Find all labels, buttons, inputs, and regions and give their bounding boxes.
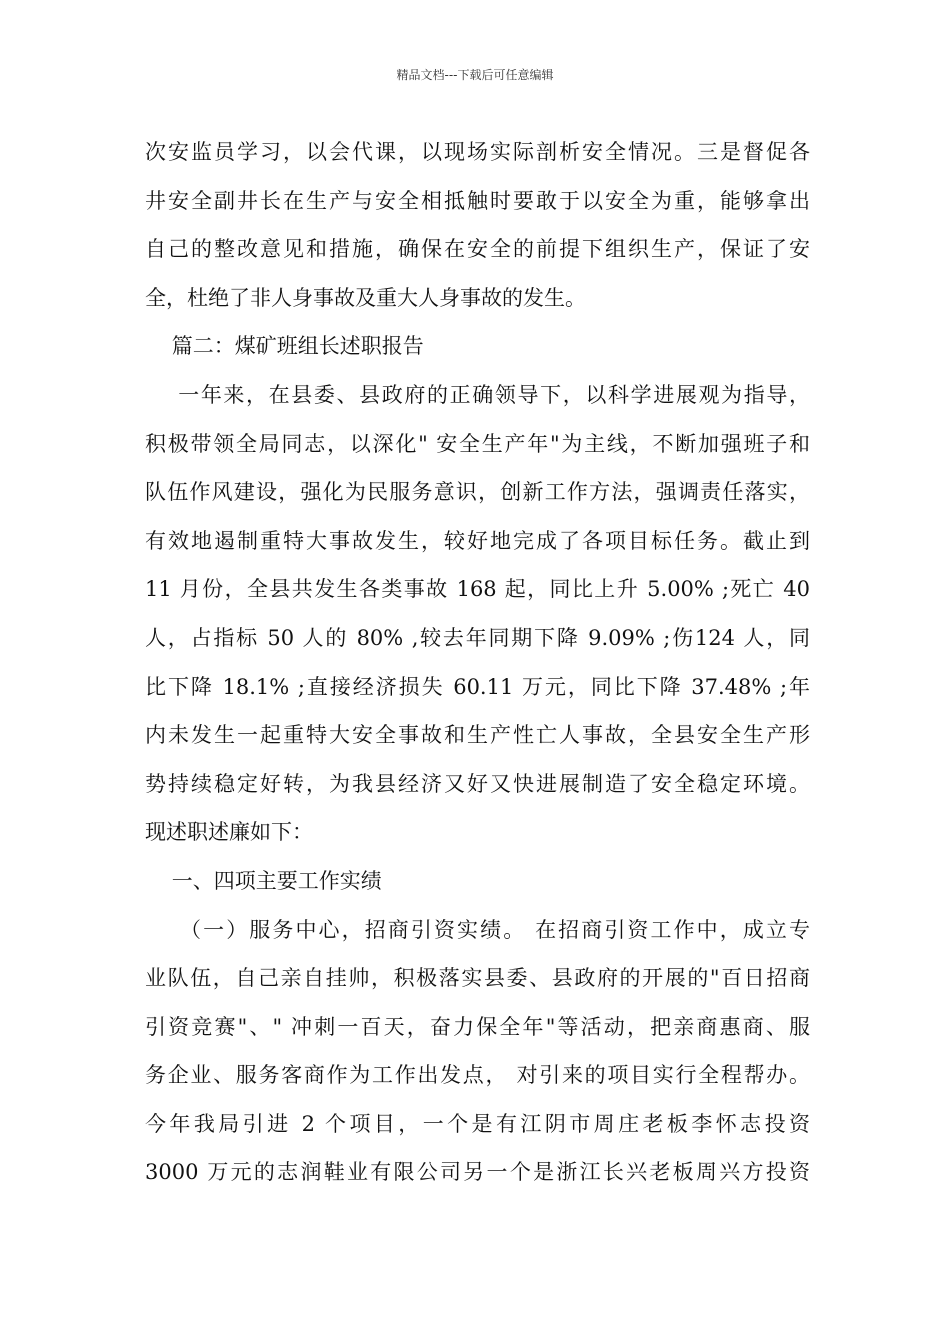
text-line: 3000 万元的志润鞋业有限公司另一个是浙江长兴老板周兴方投资 — [145, 1160, 810, 1185]
text-line: 全，杜绝了非人身事故及重大人身事故的发生。 — [145, 285, 586, 310]
text-line: 一年来，在县委、县政府的正确领导下，以科学进展观为指导， — [145, 382, 810, 407]
text-line: 次安监员学习，以会代课，以现场实际剖析安全情况。三是督促各 — [145, 140, 810, 164]
section-heading: 一、四项主要工作实绩 — [145, 868, 382, 893]
section-heading: 篇二：煤矿班组长述职报告 — [145, 334, 424, 359]
text-line: 队伍作风建设，强化为民服务意识，创新工作方法，强调责任落实， — [145, 480, 810, 505]
text-line: 务企业、服务客商作为工作出发点， 对引来的项目实行全程帮办。 — [145, 1063, 810, 1088]
document-body — [145, 128, 810, 1197]
text-line: 业队伍，自己亲自挂帅，积极落实县委、县政府的开展的"百日招商 — [145, 966, 810, 991]
text-line: 井安全副井长在生产与安全相抵触时要敢于以安全为重，能够拿出 — [145, 188, 810, 213]
text-line: 引资竞赛"、" 冲刺一百天，奋力保全年"等活动，把亲商惠商、服 — [145, 1014, 810, 1039]
text-line: 今年我局引进 2 个项目，一个是有江阴市周庄老板李怀志投资 — [145, 1111, 810, 1136]
text-line: 比下降 18.1% ;直接经济损失 60.11 万元，同比下降 37.48% ;年 — [145, 674, 810, 699]
text-line: （一）服务中心，招商引资实绩。 在招商引资工作中，成立专 — [145, 917, 810, 942]
text-line: 人，占指标 50 人的 80% ,较去年同期下降 9.09% ;伤124 人，同 — [145, 625, 810, 650]
text-line: 现述职述廉如下： — [145, 820, 313, 845]
page-header: 精品文档---下载后可任意编辑 — [396, 68, 554, 82]
text-line: 积极带领全局同志，以深化" 安全生产年"为主线，不断加强班子和 — [145, 431, 810, 456]
text-line: 11 月份，全县共发生各类事故 168 起，同比上升 5.00% ;死亡 40 — [145, 577, 810, 602]
text-line: 自己的整改意见和措施，确保在安全的前提下组织生产，保证了安 — [145, 237, 810, 262]
text-line: 势持续稳定好转，为我县经济又好又快进展制造了安全稳定环境。 — [145, 771, 810, 796]
text-line: 内未发生一起重特大安全事故和生产性亡人事故，全县安全生产形 — [145, 723, 810, 748]
text-line: 有效地遏制重特大事故发生，较好地完成了各项目标任务。截止到 — [145, 528, 810, 553]
